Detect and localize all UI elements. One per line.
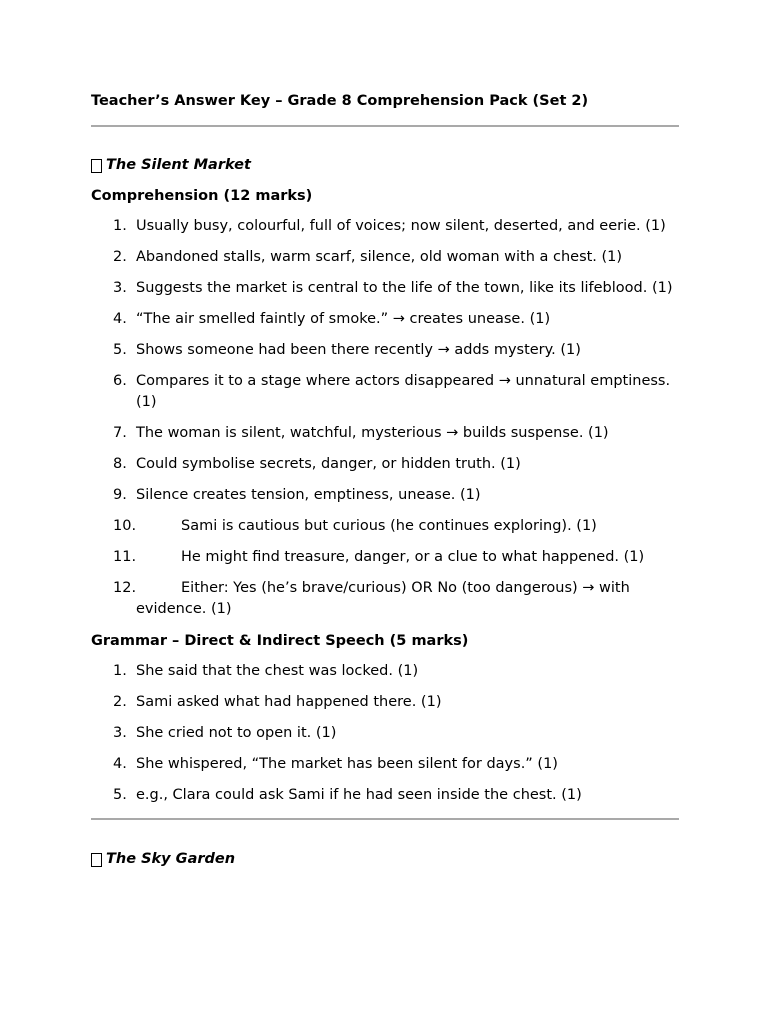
answer-text: Abandoned stalls, warm scarf, silence, old woman with a chest. (1) — [136, 249, 623, 265]
section-title-text: The Silent Market — [106, 157, 251, 173]
answer-number: 7. — [113, 425, 127, 441]
answer-text: She cried not to open it. (1) — [136, 725, 337, 741]
grammar-heading: Grammar – Direct & Indirect Speech (5 marks) — [91, 633, 469, 649]
answer-number: 9. — [113, 487, 127, 503]
answer-number: 2. — [113, 249, 127, 265]
answer-text: Sami asked what had happened there. (1) — [136, 694, 442, 710]
answer-number: 8. — [113, 456, 127, 472]
section-title-text: The Sky Garden — [106, 851, 236, 867]
answer-number: 4. — [113, 311, 127, 327]
answer-item — [91, 578, 679, 620]
answer-item — [91, 278, 679, 299]
answer-number: 5. — [113, 787, 127, 803]
answer-number: 2. — [113, 694, 127, 710]
book-icon — [91, 159, 102, 173]
answer-text: Could symbolise secrets, danger, or hidden truth. (1) — [136, 456, 521, 472]
answer-number: 3. — [113, 725, 127, 741]
answer-item — [91, 216, 679, 237]
answer-item — [91, 371, 679, 413]
section-title-sky-garden — [91, 849, 679, 869]
divider — [91, 818, 679, 820]
answer-number: 11. — [113, 549, 137, 565]
answer-item — [91, 340, 679, 361]
answer-number: 6. — [113, 373, 127, 389]
answer-text: Either: Yes (he’s brave/curious) OR No (too dangerous) → with evidence. (1) — [136, 580, 630, 617]
answer-text: Silence creates tension, emptiness, unease. (1) — [136, 487, 481, 503]
answer-item — [91, 454, 679, 475]
answer-item — [91, 754, 679, 775]
book-icon — [91, 853, 102, 867]
answer-item — [91, 423, 679, 444]
grammar-answer-list — [91, 661, 679, 806]
answer-number: 12. — [113, 580, 137, 596]
answer-item — [91, 309, 679, 330]
answer-number: 1. — [113, 663, 127, 679]
answer-text: Suggests the market is central to the life of the town, like its lifeblood. (1) — [136, 280, 673, 296]
answer-item — [91, 485, 679, 506]
answer-text: The woman is silent, watchful, mysterious → builds suspense. (1) — [136, 425, 609, 441]
answer-text: Shows someone had been there recently → adds mystery. (1) — [136, 342, 581, 358]
answer-text: Compares it to a stage where actors disappeared → unnatural emptiness. (1) — [136, 373, 671, 410]
answer-number: 4. — [113, 756, 127, 772]
answer-item — [91, 516, 679, 537]
comprehension-answer-list — [91, 216, 679, 620]
answer-item — [91, 547, 679, 568]
section-title-silent-market — [91, 155, 679, 175]
answer-text: She said that the chest was locked. (1) — [136, 663, 419, 679]
comprehension-heading: Comprehension (12 marks) — [91, 188, 313, 204]
answer-item — [91, 723, 679, 744]
answer-number: 3. — [113, 280, 127, 296]
answer-key-page — [91, 90, 679, 869]
answer-number: 5. — [113, 342, 127, 358]
divider — [91, 125, 679, 127]
answer-number: 10. — [113, 518, 137, 534]
answer-text: Sami is cautious but curious (he continues exploring). (1) — [181, 518, 597, 534]
answer-item — [91, 661, 679, 682]
answer-text: She whispered, “The market has been silent for days.” (1) — [136, 756, 558, 772]
answer-item — [91, 692, 679, 713]
answer-text: He might find treasure, danger, or a clue to what happened. (1) — [181, 549, 645, 565]
document-title: Teacher’s Answer Key – Grade 8 Comprehension Pack (Set 2) — [91, 93, 589, 109]
answer-number: 1. — [113, 218, 127, 234]
answer-item — [91, 785, 679, 806]
answer-text: e.g., Clara could ask Sami if he had seen inside the chest. (1) — [136, 787, 582, 803]
answer-text: Usually busy, colourful, full of voices; now silent, deserted, and eerie. (1) — [136, 218, 666, 234]
answer-text: “The air smelled faintly of smoke.” → creates unease. (1) — [136, 311, 551, 327]
answer-item — [91, 247, 679, 268]
